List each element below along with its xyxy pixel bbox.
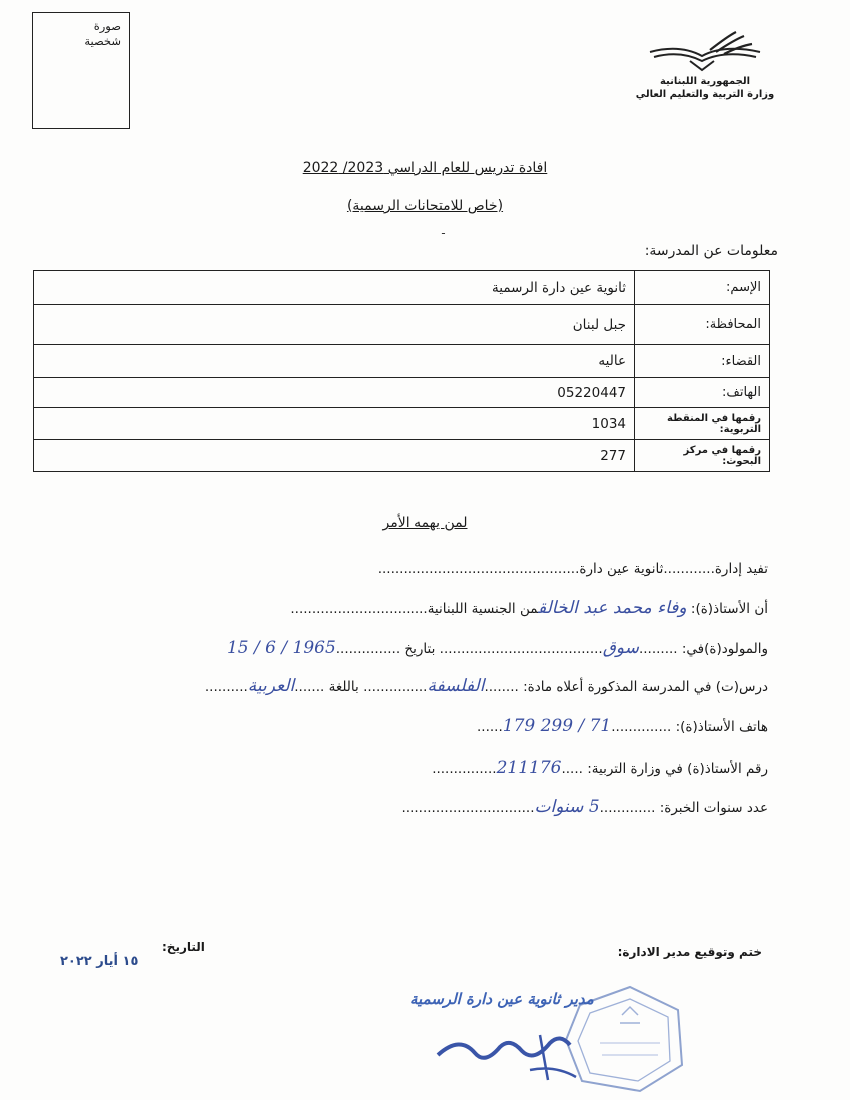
school-info-heading: معلومات عن المدرسة: [644, 243, 778, 259]
l6-prefix: رقم الأستاذ(ة) في وزارة التربية: ..... [561, 761, 768, 777]
photo-placeholder [32, 12, 130, 129]
school-name-label: الإسم: [635, 271, 770, 305]
experience-line [401, 797, 768, 817]
photo-label-line1: صورة [93, 19, 121, 33]
ministry-name [630, 75, 780, 101]
ministry-text: وزارة التربية والتعليم العالي [635, 89, 775, 100]
governorate-label: المحافظة: [635, 305, 770, 345]
district-value: عاليه [34, 345, 635, 378]
administration-value: ثانوية عين دارة [579, 561, 664, 577]
birth-line [227, 638, 768, 658]
language-value: العربية [247, 676, 295, 696]
photo-label-line2: شخصية [84, 34, 121, 48]
subject-line [205, 676, 768, 696]
table-row [34, 271, 770, 305]
teacher-name-line [290, 598, 768, 618]
l6-suffix: ............... [432, 761, 497, 777]
date-label: التاريخ: [162, 940, 205, 954]
stray-mark: ـ [442, 226, 445, 237]
l4-prefix: درس(ت) في المدرسة المذكورة أعلاه مادة: ........ [484, 679, 768, 695]
administration-line [378, 561, 768, 577]
l7-prefix: عدد سنوات الخبرة: ............. [599, 800, 768, 816]
school-name-value: ثانوية عين دارة الرسمية [34, 271, 635, 305]
signature-label: ختم وتوقيع مدير الادارة: [617, 945, 762, 959]
teacher-phone-value: 71 / 299 179 [502, 716, 612, 736]
phone-label: الهاتف: [635, 378, 770, 408]
document-subtitle: (خاص للامتحانات الرسمية) [346, 198, 504, 214]
phone-value: 05220447 [34, 378, 635, 408]
signature-stamp-text: مدير ثانوية عين دارة الرسمية [410, 990, 594, 1008]
l3-mid: ...................................... بتاريخ ............... [335, 641, 603, 657]
ministry-number-value: 211176 [496, 758, 562, 778]
teacher-phone-line [477, 716, 768, 736]
photo-label [84, 19, 121, 49]
table-row [34, 408, 770, 440]
l5-prefix: هاتف الأستاذ(ة): .............. [611, 719, 768, 735]
signature-scribble-icon [430, 1025, 580, 1085]
birth-date-value: 1965 / 6 / 15 [226, 638, 336, 658]
l1-prefix: تفيد إدارة............ [663, 561, 768, 577]
school-info-table [33, 270, 770, 472]
to-whom-heading: لمن يهمه الأمر [382, 515, 468, 531]
l1-suffix: ............................................... [377, 561, 580, 577]
table-row [34, 305, 770, 345]
research-number-value: 277 [34, 440, 635, 472]
l4-suffix: .......... [204, 679, 248, 695]
research-number-label: رقمها في مركز البحوث: [635, 440, 770, 472]
l3-prefix: والمولود(ة)في: ......... [638, 641, 768, 657]
ministry-number-line [432, 758, 768, 778]
experience-value: 5 سنوات [534, 797, 600, 817]
l4-mid: ............... باللغة ....... [294, 679, 428, 695]
l7-suffix: ............................... [401, 800, 535, 816]
l2-suffix: من الجنسية اللبنانية................................ [290, 601, 539, 617]
region-number-label: رقمها في المنقطة التربوية: [635, 408, 770, 440]
table-row [34, 440, 770, 472]
subject-value: الفلسفة [427, 676, 485, 696]
date-value: ١٥ أيار ٢٠٢٢ [60, 954, 139, 969]
district-label: القضاء: [635, 345, 770, 378]
region-number-value: 1034 [34, 408, 635, 440]
republic-text: الجمهورية اللبنانية [659, 76, 751, 87]
table-row [34, 378, 770, 408]
table-row [34, 345, 770, 378]
governorate-value: جبل لبنان [34, 305, 635, 345]
teacher-name-value: وفاء محمد عبد الخالق [538, 598, 687, 618]
book-icon [640, 30, 770, 80]
birth-place-value: سوق [602, 638, 639, 658]
l5-suffix: ...... [477, 719, 503, 735]
document-title: افادة تدريس للعام الدراسي 2023/ 2022 [302, 160, 548, 176]
l2-prefix: أن الأستاذ(ة): [686, 601, 768, 617]
